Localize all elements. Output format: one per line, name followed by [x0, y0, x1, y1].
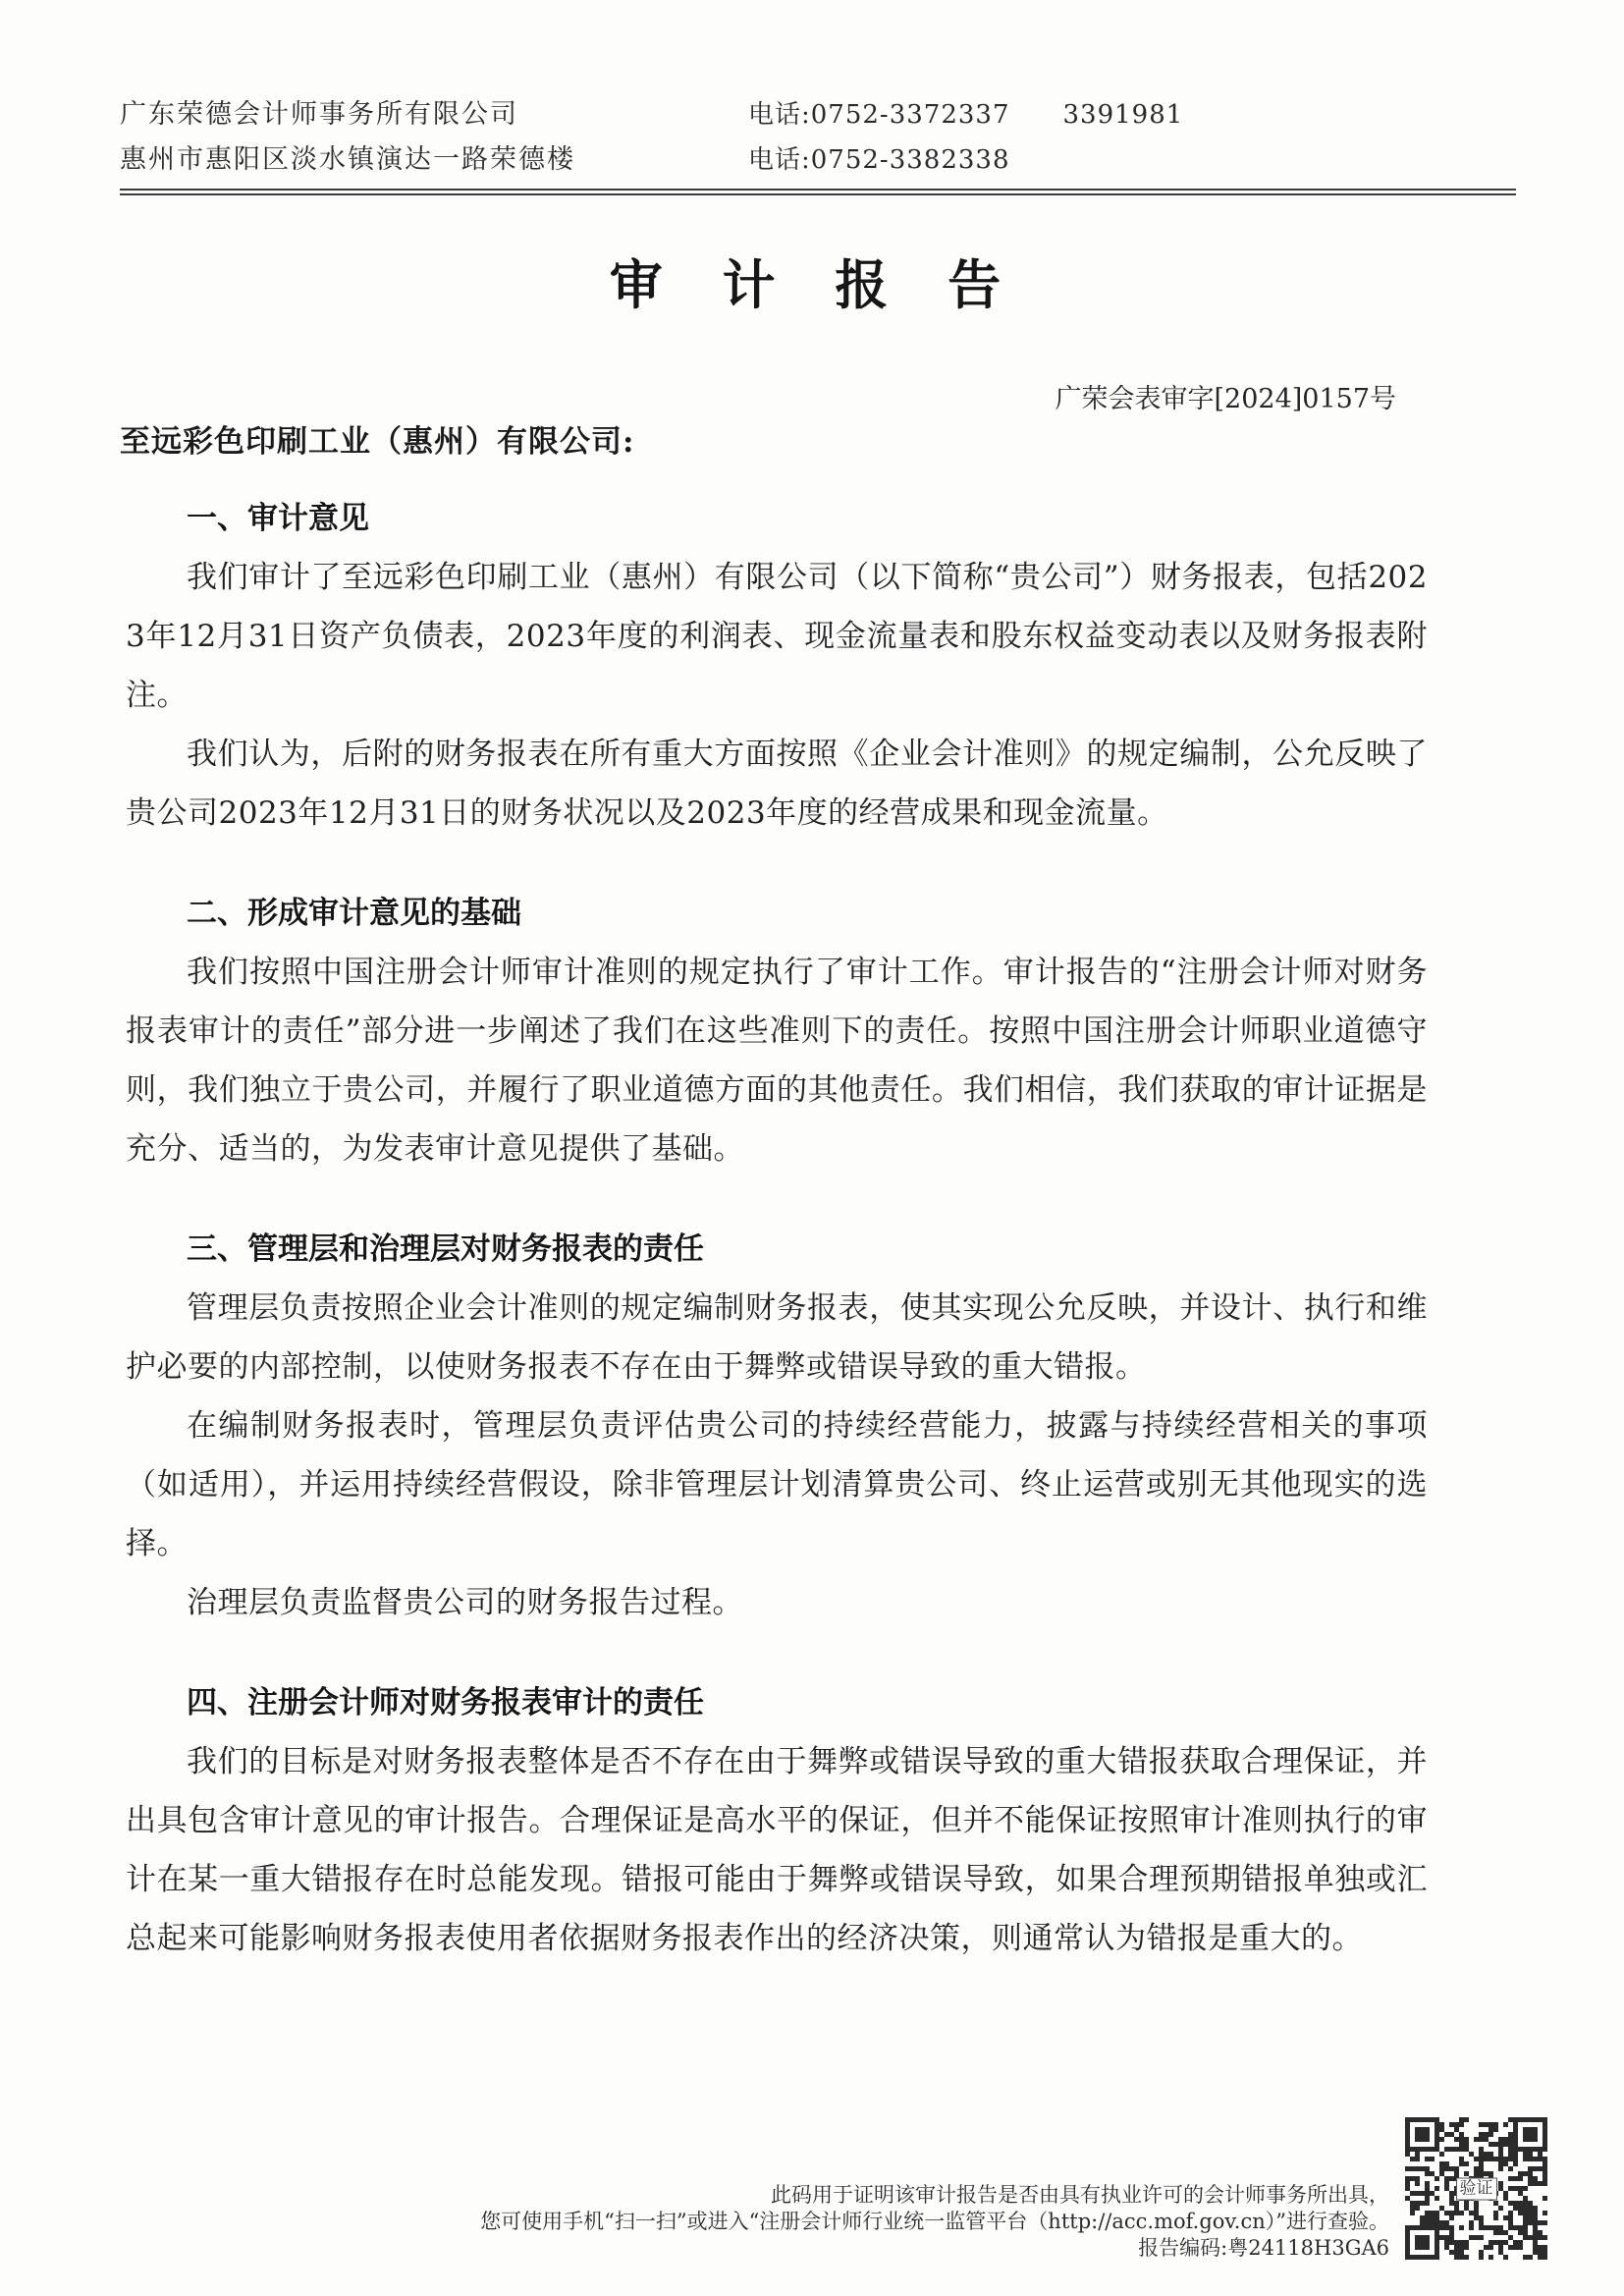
paragraph: 治理层负责监督贵公司的财务报告过程。	[187, 1585, 743, 1620]
reference-number: 广荣会表审字[2024]0157号	[1055, 384, 1396, 414]
verification-line-2: 您可使用手机“扫一扫”或进入“注册会计师行业统一监管平台（http://acc.mof.gov.cn）”进行查验。	[480, 2210, 1389, 2233]
paragraph: 在编制财务报表时，管理层负责评估贵公司的持续经营能力，披露与持续经营相关的事项（如适用），并运用持续经营假设，除非管理层计划清算贵公司、终止运营或别无其他现实的选择。	[126, 1408, 1428, 1561]
section-3-heading: 三、管理层和治理层对财务报表的责任	[187, 1231, 704, 1267]
paragraph: 管理层负责按照企业会计准则的规定编制财务报表，使其实现公允反映，并设计、执行和维护必要的内部控制，以使财务报表不存在由于舞弊或错误导致的重大错报。	[126, 1290, 1428, 1385]
firm-name: 广东荣德会计师事务所有限公司	[120, 99, 518, 130]
section-2-heading: 二、形成审计意见的基础	[187, 896, 521, 931]
paragraph: 我们审计了至远彩色印刷工业（惠州）有限公司（以下简称“贵公司”）财务报表，包括2023年12月31日资产负债表，2023年度的利润表、现金流量表和股东权益变动表以及财务报表附注。	[126, 560, 1428, 713]
firm-address: 惠州市惠阳区淡水镇演达一路荣德楼	[120, 144, 575, 175]
addressee: 至远彩色印刷工业（惠州）有限公司:	[120, 424, 635, 460]
letterhead	[120, 92, 1516, 195]
page-title: 审 计 报 告	[609, 253, 1015, 316]
verification-qr-code	[1405, 2117, 1547, 2260]
paragraph: 我们的目标是对财务报表整体是否不存在由于舞弊或错误导致的重大错报获取合理保证，并出具包含审计意见的审计报告。合理保证是高水平的保证，但并不能保证按照审计准则执行的审计在某一重大错报存在时总能发现。错报可能由于舞弊或错误导致，如果合理预期错报单独或汇总起来可能影响财务报表使用者依据财务报表作出的经济决策，则通常认为错报是重大的。	[126, 1744, 1428, 1956]
report-body	[126, 489, 1428, 1968]
verification-line-1: 此码用于证明该审计报告是否由具有执业许可的会计师事务所出具，	[771, 2183, 1389, 2207]
paragraph: 我们认为，后附的财务报表在所有重大方面按照《企业会计准则》的规定编制，公允反映了贵公司2023年12月31日的财务状况以及2023年度的经营成果和现金流量。	[126, 737, 1428, 831]
section-1-heading: 一、审计意见	[187, 501, 369, 536]
letterhead-divider	[120, 189, 1516, 195]
qr-center-label: 验证	[1456, 2177, 1497, 2200]
phone-line-2: 电话:0752-3382338	[748, 145, 1010, 175]
verification-note	[334, 2182, 1389, 2262]
paragraph: 我们按照中国注册会计师审计准则的规定执行了审计工作。审计报告的“注册会计师对财务报表审计的责任”部分进一步阐述了我们在这些准则下的责任。按照中国注册会计师职业道德守则，我们独立于贵公司，并履行了职业道德方面的其他责任。我们相信，我们获取的审计证据是充分、适当的，为发表审计意见提供了基础。	[126, 955, 1428, 1167]
report-code: 报告编码:粤24118H3GA6	[1138, 2236, 1389, 2260]
phone-line-1: 电话:0752-3372337 3391981	[748, 100, 1184, 130]
section-4-heading: 四、注册会计师对财务报表审计的责任	[187, 1685, 704, 1721]
